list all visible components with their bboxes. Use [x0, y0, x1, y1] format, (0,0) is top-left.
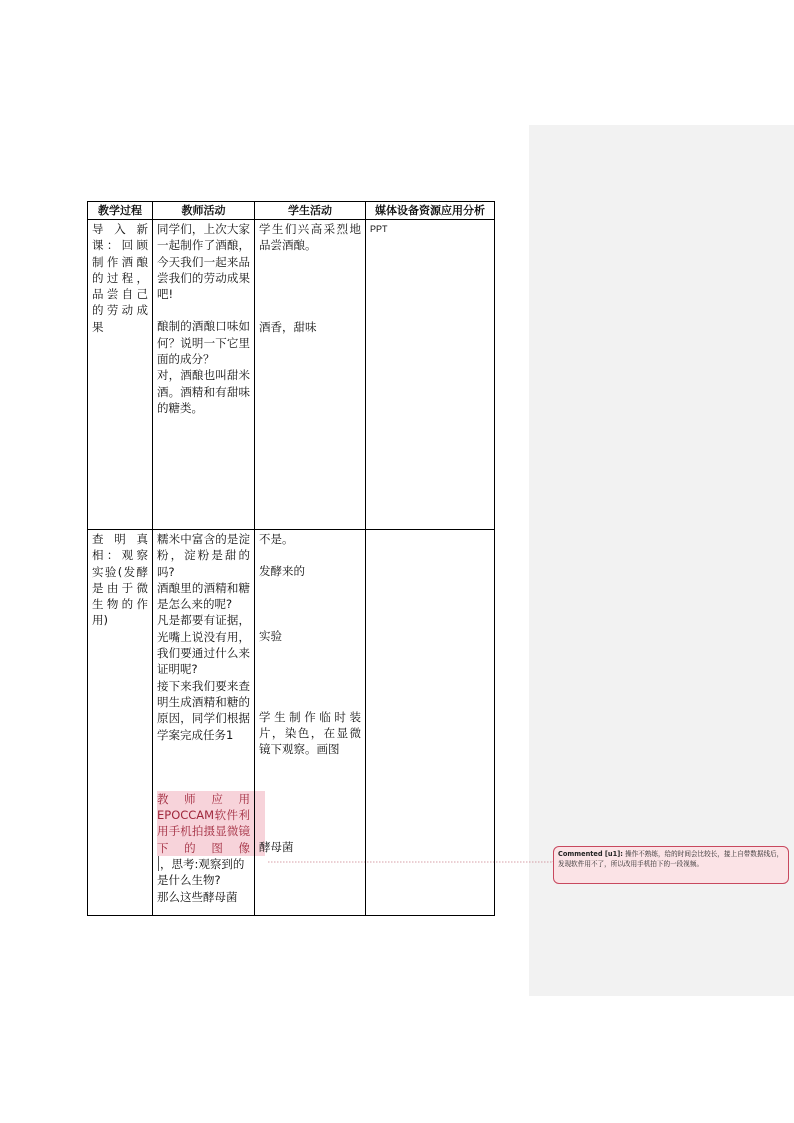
teacher-text: 同学们，上次大家一起制作了酒酿，今天我们一起来品尝我们的劳动成果吧! [157, 222, 250, 302]
student-text: 酒香，甜味 [259, 319, 317, 334]
comment-text: 操作不熟练，给的时间会比较长，接上自带数据线后，发现软件用不了，所以改用手机拍下的一段视频。 [558, 850, 784, 868]
teacher-text: ，思考:观察到的是什么生物? [157, 857, 245, 888]
teacher-cell [153, 220, 255, 530]
comment-balloon[interactable] [553, 846, 789, 884]
comment-author: Commented [u1]: [558, 850, 623, 858]
teacher-commented-passage [157, 791, 250, 889]
process-text: 导入新课：回顾制作酒酿的过程，品尝自己的劳动成果 [92, 222, 148, 334]
student-text: 学生制作临时装片，染色，在显微镜下观察。画图 [259, 709, 361, 757]
student-text: 酵母菌 [259, 839, 294, 854]
process-text: 查明真相：观察实验(发酵是由于微生物的作用) [92, 532, 148, 628]
header-process: 教学过程 [88, 202, 153, 220]
header-teacher: 教师活动 [153, 202, 255, 220]
teacher-text: 酒酿里的酒精和糖是怎么来的呢? [157, 580, 250, 612]
student-text: 实验 [259, 628, 282, 643]
student-text: 学生们兴高采烈地品尝酒酿。 [259, 222, 361, 253]
highlighted-text[interactable]: 教 师 应 用 EPOCCAM软件利用手机拍摄显微镜下的图像 [157, 791, 265, 856]
process-cell [88, 530, 153, 916]
teacher-text: 对，酒酿也叫甜米酒。酒精和有甜味的糖类。 [157, 368, 250, 415]
teacher-cell [153, 530, 255, 916]
student-cell [255, 530, 366, 916]
student-cell [255, 220, 366, 530]
table-header-row [88, 202, 495, 220]
comment-anchor [158, 856, 159, 871]
teacher-text: 酿制的酒酿口味如何？说明一下它里面的成分？ [157, 319, 250, 367]
media-cell [366, 530, 495, 916]
header-media: 媒体设备资源应用分析 [366, 202, 495, 220]
table-row [88, 220, 495, 530]
media-cell [366, 220, 495, 530]
table-row [88, 530, 495, 916]
student-text: 发酵来的 [259, 564, 305, 579]
teacher-text: 凡是都要有证据，光嘴上说没有用，我们要通过什么来证明呢? [157, 613, 250, 677]
student-text: 不是。 [259, 532, 294, 546]
process-cell [88, 220, 153, 530]
lesson-plan-table [87, 201, 495, 916]
teacher-text: 糯米中富含的是淀粉，淀粉是甜的吗? [157, 532, 250, 579]
teacher-text: 接下来我们要来查明生成酒精和糖的原因，同学们根据学案完成任务1 [157, 678, 250, 742]
media-text: PPT [370, 224, 388, 234]
teacher-text: 那么这些酵母菌 [157, 889, 238, 904]
header-student: 学生活动 [255, 202, 366, 220]
